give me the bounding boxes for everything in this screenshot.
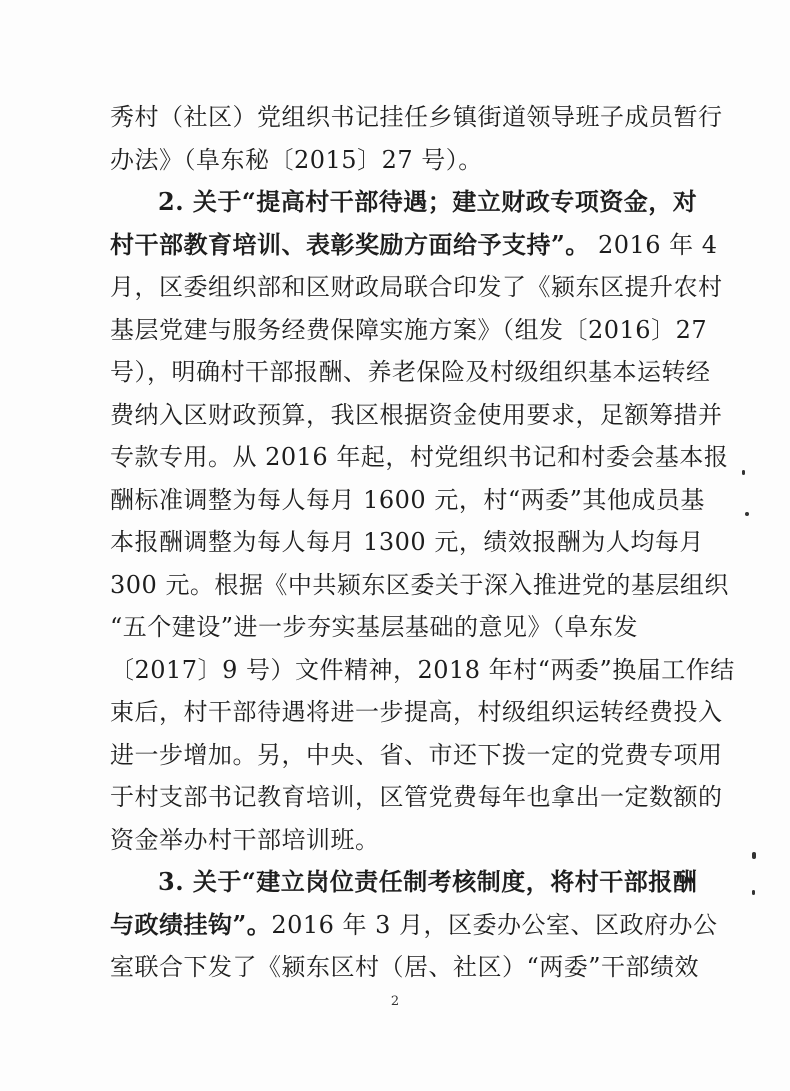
section-3-heading-line-1 — [110, 861, 698, 904]
text-line-18: 资金举办村干部培训班。 — [110, 825, 380, 854]
scan-speck — [742, 470, 745, 475]
document-body — [110, 96, 735, 989]
section-2-heading-text-cont: 村干部教育培训、表彰奖励方面给予支持”。 — [110, 229, 590, 259]
text-line-7: 号），明确村干部报酬、养老保险及村级组织基本运转经 — [110, 358, 711, 386]
text-line-5: 月，区委组织部和区财政局联合印发了《颍东区提升农村 — [110, 273, 723, 301]
text-line-15: 束后，村干部待遇将进一步提高，村级组织运转经费投入 — [110, 698, 723, 726]
text-line-16: 进一步增加。另，中央、省、市还下拨一定的党费专项用 — [110, 740, 723, 769]
text-line-6: 基层党建与服务经费保障实施方案》（组发〔2016〕27 — [110, 315, 708, 344]
scan-speck — [752, 852, 756, 859]
section-3-heading-line-2 — [110, 904, 718, 947]
section-3-body-start: 2016 年 3 月，区委办公室、区政府办公 — [271, 910, 718, 939]
text-line-1: 秀村（社区）党组织书记挂任乡镇街道领导班子成员暂行 — [110, 103, 723, 131]
section-2-body-start: 2016 年 4 — [589, 230, 718, 259]
scan-speck — [745, 512, 749, 516]
text-line-8: 费纳入区财政预算，我区根据资金使用要求，足额筹措并 — [110, 400, 723, 429]
text-line-9: 专款专用。从 2016 年起，村党组织书记和村委会基本报 — [110, 443, 729, 471]
text-line-2: 办法》（阜东秘〔2015〕27 号）。 — [110, 145, 483, 174]
text-line-17: 于村支部书记教育培训，区管党费每年也拿出一定数额的 — [110, 783, 723, 811]
section-2-heading-line-1 — [110, 181, 698, 224]
page-number: 2 — [390, 994, 400, 1009]
section-3-heading-text-cont: 与政绩挂钩”。 — [110, 909, 272, 939]
section-3-heading-text: 3. 关于“建立岗位责任制考核制度，将村干部报酬 — [158, 867, 698, 896]
text-line-11: 本报酬调整为每人每月 1300 元，绩效报酬为人均每月 — [110, 528, 704, 556]
text-line-14: 〔2017〕9 号）文件精神，2018 年村“两委”换届工作结 — [110, 655, 735, 684]
text-line-13: “五个建设”进一步夯实基层基础的意见》（阜东发 — [110, 613, 639, 641]
text-line-21: 室联合下发了《颍东区村（居、社区）“两委”干部绩效 — [110, 953, 700, 981]
section-2-heading-line-2 — [110, 224, 718, 267]
scan-speck — [752, 890, 755, 895]
text-line-10: 酬标准调整为每人每月 1600 元，村“两委”其他成员基 — [110, 485, 705, 514]
section-2-heading-text: 2. 关于“提高村干部待遇；建立财政专项资金，对 — [158, 187, 698, 216]
text-line-12: 300 元。根据《中共颍东区委关于深入推进党的基层组织 — [110, 570, 729, 599]
